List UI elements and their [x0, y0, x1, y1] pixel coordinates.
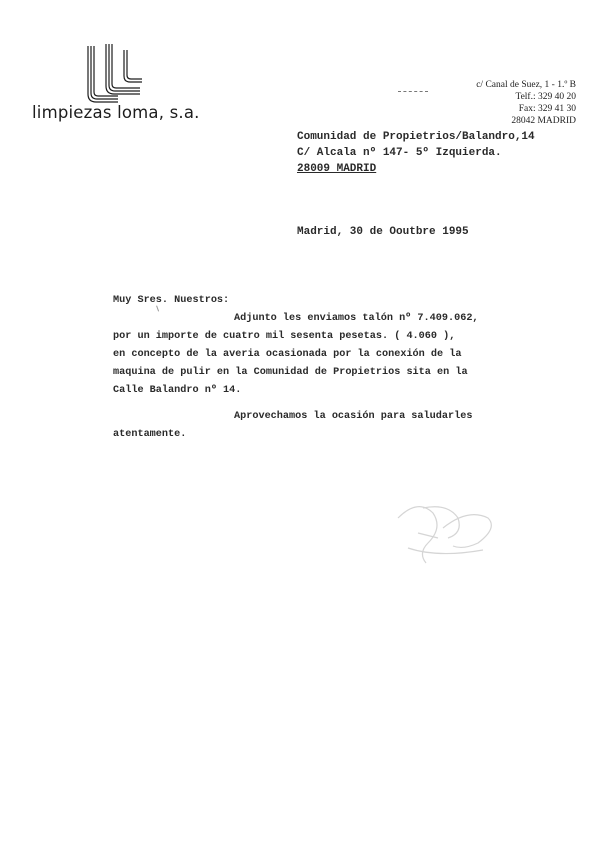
signature-icon: [388, 488, 508, 578]
body-line-5: Calle Balandro nº 14.: [113, 385, 242, 396]
company-logo-icon: [78, 40, 146, 106]
divider: [398, 91, 428, 94]
address-phone: Telf.: 329 40 20: [515, 92, 576, 102]
body-line-1: Adjunto les enviamos talón nº 7.409.062,: [234, 313, 479, 324]
salutation: Muy Sres. Nuestros:: [113, 295, 230, 306]
address-street: c/ Canal de Suez, 1 - 1.º B: [476, 80, 576, 90]
recipient-line-1: Comunidad de Propietrios/Balandro,14: [297, 131, 535, 143]
body-line-4: maquina de pulir en la Comunidad de Propietrios sita en la: [113, 367, 468, 378]
body-line-3: en concepto de la averia ocasionada por la conexión de la: [113, 349, 462, 360]
company-address: [440, 79, 576, 127]
closing-line-2: atentamente.: [113, 429, 187, 440]
body-line-2: por un importe de cuatro mil sesenta pesetas. ( 4.060 ),: [113, 331, 456, 342]
address-fax: Fax: 329 41 30: [518, 104, 576, 114]
recipient-line-2: C/ Alcala nº 147- 5º Izquierda.: [297, 147, 502, 159]
recipient-line-3: 28009 MADRID: [297, 163, 377, 175]
closing-line-1: Aprovechamos la ocasión para saludarles: [234, 411, 473, 422]
address-city: 28042 MADRID: [511, 116, 576, 126]
recipient-block: [297, 129, 535, 177]
letter-body: [113, 292, 513, 444]
letter-date: Madrid, 30 de Ooutbre 1995: [297, 226, 469, 238]
company-name: limpiezas loma, s.a.: [32, 103, 200, 122]
